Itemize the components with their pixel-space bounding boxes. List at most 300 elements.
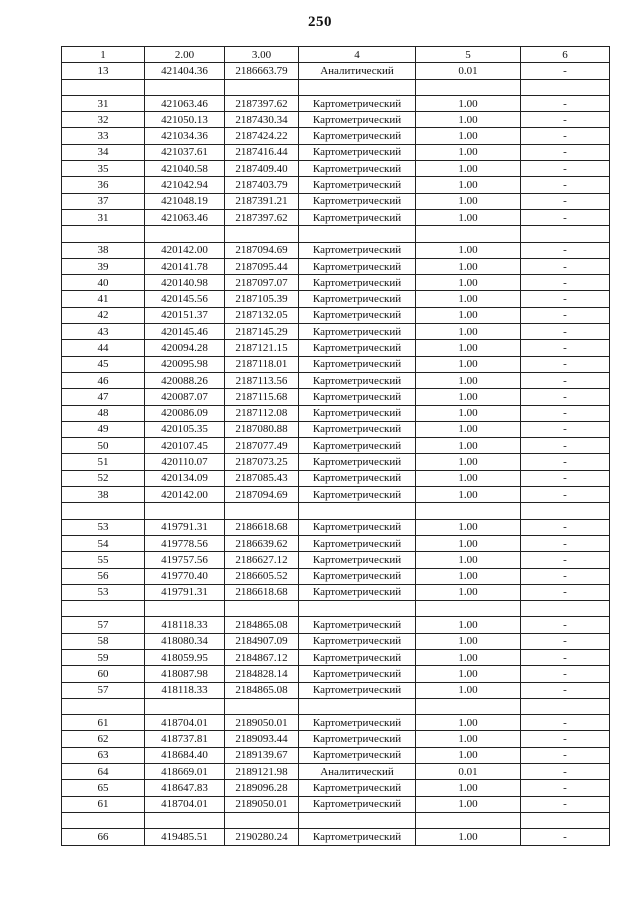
y-coordinate-cell: 2187409.40 [225,161,299,177]
accuracy-cell: 1.00 [416,193,521,209]
accuracy-cell: 1.00 [416,747,521,763]
accuracy-cell: 1.00 [416,829,521,845]
table-row [62,715,610,731]
table-row [62,209,610,225]
description-cell: - [521,275,610,291]
description-cell: - [521,519,610,535]
point-number-cell: 44 [62,340,145,356]
x-coordinate-cell: 421050.13 [145,112,225,128]
x-coordinate-cell: 418087.98 [145,666,225,682]
table-row [62,340,610,356]
accuracy-cell: 1.00 [416,715,521,731]
header-cell: 6 [521,47,610,63]
method-cell: Картометрический [299,731,416,747]
table-row [62,617,610,633]
header-cell: 2.00 [145,47,225,63]
empty-cell [416,601,521,617]
table-row [62,666,610,682]
empty-cell [62,79,145,95]
y-coordinate-cell: 2187397.62 [225,95,299,111]
description-cell: - [521,340,610,356]
description-cell: - [521,112,610,128]
x-coordinate-cell: 418118.33 [145,617,225,633]
method-cell: Аналитический [299,764,416,780]
description-cell: - [521,356,610,372]
accuracy-cell: 1.00 [416,372,521,388]
table-row [62,519,610,535]
method-cell: Картометрический [299,421,416,437]
table-row [62,307,610,323]
point-number-cell: 41 [62,291,145,307]
table-row [62,193,610,209]
point-number-cell: 51 [62,454,145,470]
y-coordinate-cell: 2187094.69 [225,487,299,503]
method-cell: Картометрический [299,829,416,845]
x-coordinate-cell: 418704.01 [145,715,225,731]
accuracy-cell: 1.00 [416,731,521,747]
method-cell: Картометрический [299,715,416,731]
y-coordinate-cell: 2187132.05 [225,307,299,323]
table-row [62,291,610,307]
y-coordinate-cell: 2187403.79 [225,177,299,193]
x-coordinate-cell: 421048.19 [145,193,225,209]
method-cell: Картометрический [299,324,416,340]
description-cell: - [521,747,610,763]
x-coordinate-cell: 418669.01 [145,764,225,780]
description-cell: - [521,470,610,486]
separator-row [62,226,610,242]
empty-cell [145,226,225,242]
method-cell: Картометрический [299,405,416,421]
y-coordinate-cell: 2184867.12 [225,649,299,665]
description-cell: - [521,568,610,584]
y-coordinate-cell: 2189096.28 [225,780,299,796]
empty-cell [225,79,299,95]
y-coordinate-cell: 2187112.08 [225,405,299,421]
method-cell: Картометрический [299,666,416,682]
y-coordinate-cell: 2190280.24 [225,829,299,845]
accuracy-cell: 1.00 [416,161,521,177]
y-coordinate-cell: 2187113.56 [225,372,299,388]
empty-cell [62,503,145,519]
point-number-cell: 61 [62,715,145,731]
point-number-cell: 43 [62,324,145,340]
point-number-cell: 65 [62,780,145,796]
x-coordinate-cell: 421040.58 [145,161,225,177]
description-cell: - [521,372,610,388]
point-number-cell: 46 [62,372,145,388]
point-number-cell: 47 [62,389,145,405]
point-number-cell: 66 [62,829,145,845]
y-coordinate-cell: 2189050.01 [225,796,299,812]
method-cell: Картометрический [299,242,416,258]
point-number-cell: 52 [62,470,145,486]
description-cell: - [521,307,610,323]
accuracy-cell: 1.00 [416,128,521,144]
description-cell: - [521,666,610,682]
point-number-cell: 37 [62,193,145,209]
empty-cell [521,226,610,242]
empty-cell [225,226,299,242]
y-coordinate-cell: 2187077.49 [225,438,299,454]
point-number-cell: 34 [62,144,145,160]
point-number-cell: 57 [62,682,145,698]
y-coordinate-cell: 2187097.07 [225,275,299,291]
method-cell: Картометрический [299,307,416,323]
point-number-cell: 64 [62,764,145,780]
point-number-cell: 53 [62,519,145,535]
method-cell: Картометрический [299,568,416,584]
accuracy-cell: 1.00 [416,421,521,437]
table-row [62,405,610,421]
table-row [62,324,610,340]
x-coordinate-cell: 421404.36 [145,63,225,79]
method-cell: Картометрический [299,454,416,470]
x-coordinate-cell: 420095.98 [145,356,225,372]
table-row [62,372,610,388]
empty-cell [145,812,225,828]
description-cell: - [521,796,610,812]
header-cell: 4 [299,47,416,63]
x-coordinate-cell: 420142.00 [145,242,225,258]
table-row [62,584,610,600]
description-cell: - [521,193,610,209]
point-number-cell: 53 [62,584,145,600]
y-coordinate-cell: 2184828.14 [225,666,299,682]
x-coordinate-cell: 418080.34 [145,633,225,649]
table-row [62,128,610,144]
table-row [62,568,610,584]
accuracy-cell: 1.00 [416,258,521,274]
accuracy-cell: 1.00 [416,470,521,486]
x-coordinate-cell: 421042.94 [145,177,225,193]
accuracy-cell: 0.01 [416,63,521,79]
empty-cell [416,812,521,828]
x-coordinate-cell: 418059.95 [145,649,225,665]
empty-cell [299,698,416,714]
point-number-cell: 56 [62,568,145,584]
point-number-cell: 57 [62,617,145,633]
empty-cell [145,698,225,714]
method-cell: Картометрический [299,535,416,551]
method-cell: Аналитический [299,63,416,79]
y-coordinate-cell: 2184865.08 [225,617,299,633]
table-header-row [62,47,610,63]
accuracy-cell: 0.01 [416,764,521,780]
method-cell: Картометрический [299,193,416,209]
x-coordinate-cell: 419757.56 [145,552,225,568]
method-cell: Картометрический [299,275,416,291]
accuracy-cell: 1.00 [416,617,521,633]
table-row [62,177,610,193]
x-coordinate-cell: 420134.09 [145,470,225,486]
description-cell: - [521,617,610,633]
table-row [62,421,610,437]
table-row [62,649,610,665]
description-cell: - [521,682,610,698]
x-coordinate-cell: 418684.40 [145,747,225,763]
empty-cell [225,503,299,519]
method-cell: Картометрический [299,161,416,177]
x-coordinate-cell: 419791.31 [145,519,225,535]
description-cell: - [521,454,610,470]
point-number-cell: 35 [62,161,145,177]
empty-cell [225,601,299,617]
empty-cell [299,812,416,828]
method-cell: Картометрический [299,682,416,698]
table-row [62,389,610,405]
y-coordinate-cell: 2184907.09 [225,633,299,649]
description-cell: - [521,438,610,454]
accuracy-cell: 1.00 [416,324,521,340]
accuracy-cell: 1.00 [416,454,521,470]
x-coordinate-cell: 418704.01 [145,796,225,812]
empty-cell [416,698,521,714]
x-coordinate-cell: 421034.36 [145,128,225,144]
y-coordinate-cell: 2189093.44 [225,731,299,747]
empty-cell [521,503,610,519]
description-cell: - [521,144,610,160]
accuracy-cell: 1.00 [416,340,521,356]
y-coordinate-cell: 2187391.21 [225,193,299,209]
accuracy-cell: 1.00 [416,535,521,551]
y-coordinate-cell: 2189121.98 [225,764,299,780]
method-cell: Картометрический [299,112,416,128]
accuracy-cell: 1.00 [416,405,521,421]
x-coordinate-cell: 420142.00 [145,487,225,503]
method-cell: Картометрический [299,487,416,503]
description-cell: - [521,552,610,568]
y-coordinate-cell: 2189139.67 [225,747,299,763]
x-coordinate-cell: 421037.61 [145,144,225,160]
description-cell: - [521,258,610,274]
accuracy-cell: 1.00 [416,552,521,568]
accuracy-cell: 1.00 [416,568,521,584]
method-cell: Картометрический [299,389,416,405]
accuracy-cell: 1.00 [416,356,521,372]
x-coordinate-cell: 420110.07 [145,454,225,470]
x-coordinate-cell: 421063.46 [145,209,225,225]
x-coordinate-cell: 419778.56 [145,535,225,551]
description-cell: - [521,584,610,600]
accuracy-cell: 1.00 [416,177,521,193]
method-cell: Картометрический [299,340,416,356]
description-cell: - [521,95,610,111]
table-row [62,796,610,812]
accuracy-cell: 1.00 [416,519,521,535]
empty-cell [521,79,610,95]
x-coordinate-cell: 420107.45 [145,438,225,454]
y-coordinate-cell: 2189050.01 [225,715,299,731]
method-cell: Картометрический [299,780,416,796]
header-cell: 1 [62,47,145,63]
x-coordinate-cell: 418118.33 [145,682,225,698]
header-cell: 3.00 [225,47,299,63]
description-cell: - [521,177,610,193]
empty-cell [225,698,299,714]
y-coordinate-cell: 2187094.69 [225,242,299,258]
accuracy-cell: 1.00 [416,307,521,323]
point-number-cell: 55 [62,552,145,568]
x-coordinate-cell: 419770.40 [145,568,225,584]
y-coordinate-cell: 2184865.08 [225,682,299,698]
point-number-cell: 54 [62,535,145,551]
empty-cell [145,79,225,95]
separator-row [62,79,610,95]
table-row [62,535,610,551]
table-row [62,63,610,79]
y-coordinate-cell: 2186618.68 [225,584,299,600]
point-number-cell: 59 [62,649,145,665]
description-cell: - [521,487,610,503]
table-row [62,258,610,274]
table-row [62,829,610,845]
empty-cell [416,226,521,242]
empty-cell [299,79,416,95]
method-cell: Картометрический [299,356,416,372]
page-number: 250 [308,14,332,30]
separator-row [62,503,610,519]
y-coordinate-cell: 2187145.29 [225,324,299,340]
accuracy-cell: 1.00 [416,144,521,160]
empty-cell [416,79,521,95]
table-row [62,112,610,128]
description-cell: - [521,161,610,177]
description-cell: - [521,731,610,747]
description-cell: - [521,535,610,551]
description-cell: - [521,715,610,731]
accuracy-cell: 1.00 [416,487,521,503]
table-row [62,275,610,291]
point-number-cell: 36 [62,177,145,193]
x-coordinate-cell: 418647.83 [145,780,225,796]
table-row [62,487,610,503]
x-coordinate-cell: 420141.78 [145,258,225,274]
description-cell: - [521,63,610,79]
description-cell: - [521,324,610,340]
empty-cell [299,503,416,519]
point-number-cell: 63 [62,747,145,763]
y-coordinate-cell: 2187080.88 [225,421,299,437]
x-coordinate-cell: 420105.35 [145,421,225,437]
x-coordinate-cell: 420087.07 [145,389,225,405]
accuracy-cell: 1.00 [416,112,521,128]
description-cell: - [521,128,610,144]
y-coordinate-cell: 2187118.01 [225,356,299,372]
accuracy-cell: 1.00 [416,438,521,454]
x-coordinate-cell: 420151.37 [145,307,225,323]
x-coordinate-cell: 420145.56 [145,291,225,307]
method-cell: Картометрический [299,552,416,568]
y-coordinate-cell: 2187121.15 [225,340,299,356]
accuracy-cell: 1.00 [416,780,521,796]
description-cell: - [521,633,610,649]
table-row [62,356,610,372]
method-cell: Картометрический [299,144,416,160]
x-coordinate-cell: 419791.31 [145,584,225,600]
y-coordinate-cell: 2187105.39 [225,291,299,307]
accuracy-cell: 1.00 [416,584,521,600]
empty-cell [145,601,225,617]
method-cell: Картометрический [299,291,416,307]
empty-cell [62,812,145,828]
table-row [62,552,610,568]
x-coordinate-cell: 420140.98 [145,275,225,291]
accuracy-cell: 1.00 [416,209,521,225]
method-cell: Картометрический [299,470,416,486]
x-coordinate-cell: 421063.46 [145,95,225,111]
method-cell: Картометрический [299,519,416,535]
method-cell: Картометрический [299,128,416,144]
empty-cell [299,226,416,242]
x-coordinate-cell: 420088.26 [145,372,225,388]
accuracy-cell: 1.00 [416,95,521,111]
point-number-cell: 31 [62,209,145,225]
point-number-cell: 38 [62,242,145,258]
empty-cell [521,698,610,714]
description-cell: - [521,780,610,796]
table-row [62,731,610,747]
table-row [62,470,610,486]
coordinates-table [61,46,610,846]
point-number-cell: 33 [62,128,145,144]
point-number-cell: 40 [62,275,145,291]
point-number-cell: 45 [62,356,145,372]
point-number-cell: 60 [62,666,145,682]
separator-row [62,812,610,828]
point-number-cell: 48 [62,405,145,421]
point-number-cell: 61 [62,796,145,812]
table-row [62,95,610,111]
method-cell: Картометрический [299,95,416,111]
accuracy-cell: 1.00 [416,291,521,307]
point-number-cell: 58 [62,633,145,649]
method-cell: Картометрический [299,372,416,388]
table-row [62,780,610,796]
y-coordinate-cell: 2187430.34 [225,112,299,128]
method-cell: Картометрический [299,796,416,812]
accuracy-cell: 1.00 [416,682,521,698]
point-number-cell: 13 [62,63,145,79]
point-number-cell: 49 [62,421,145,437]
x-coordinate-cell: 419485.51 [145,829,225,845]
y-coordinate-cell: 2187424.22 [225,128,299,144]
point-number-cell: 62 [62,731,145,747]
description-cell: - [521,649,610,665]
method-cell: Картометрический [299,438,416,454]
y-coordinate-cell: 2187095.44 [225,258,299,274]
table-row [62,747,610,763]
x-coordinate-cell: 418737.81 [145,731,225,747]
empty-cell [62,226,145,242]
method-cell: Картометрический [299,747,416,763]
point-number-cell: 42 [62,307,145,323]
point-number-cell: 38 [62,487,145,503]
accuracy-cell: 1.00 [416,633,521,649]
method-cell: Картометрический [299,617,416,633]
y-coordinate-cell: 2186627.12 [225,552,299,568]
accuracy-cell: 1.00 [416,796,521,812]
empty-cell [521,601,610,617]
method-cell: Картометрический [299,209,416,225]
description-cell: - [521,421,610,437]
method-cell: Картометрический [299,633,416,649]
y-coordinate-cell: 2187397.62 [225,209,299,225]
point-number-cell: 50 [62,438,145,454]
accuracy-cell: 1.00 [416,389,521,405]
method-cell: Картометрический [299,258,416,274]
description-cell: - [521,389,610,405]
